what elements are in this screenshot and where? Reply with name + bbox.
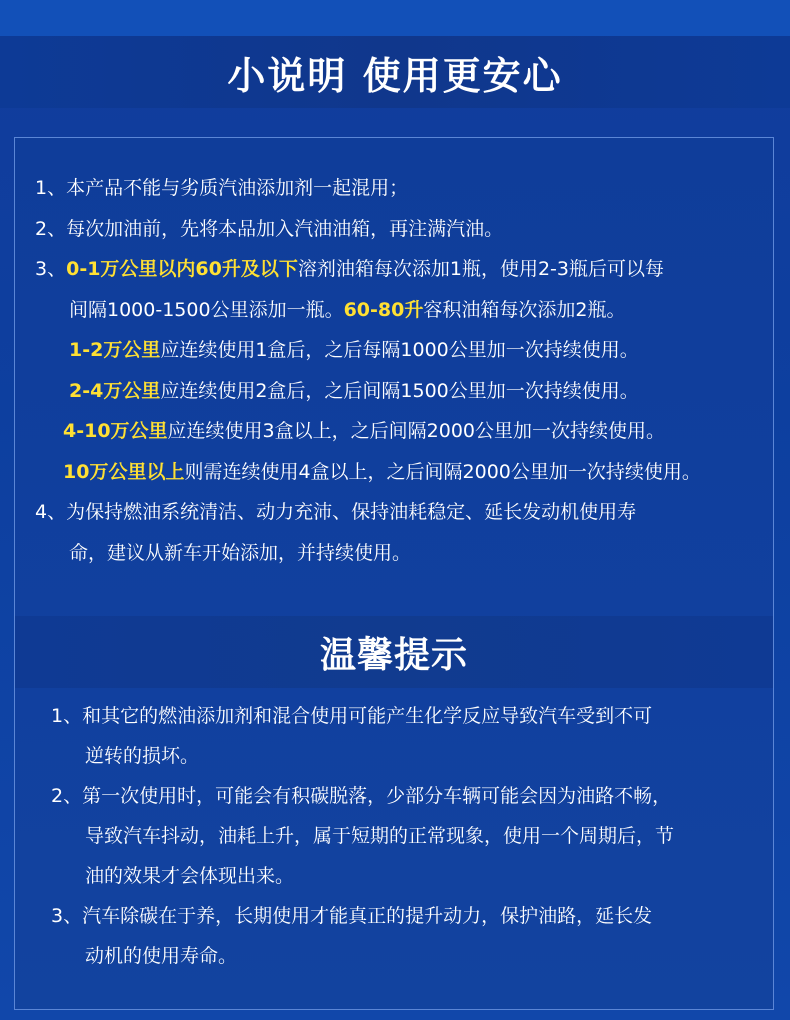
tips-title: 温馨提示 xyxy=(319,634,468,676)
tips-section xyxy=(51,696,766,976)
tier-1: 1-2万公里应连续使用1盒后，之后每隔1000公里加一次持续使用。 xyxy=(69,339,639,361)
highlight-volume-2: 60-80升 xyxy=(343,298,424,321)
header-bar xyxy=(0,36,790,108)
tip-item-1: 1、和其它的燃油添加剂和混合使用可能产生化学反应导致汽车受到不可 xyxy=(51,705,653,727)
instruction-item-4: 4、为保持燃油系统清洁、动力充沛、保持油耗稳定、延长发动机使用寿 xyxy=(35,501,637,523)
tip-item-3: 3、汽车除碳在于养，长期使用才能真正的提升动力，保护油路，延长发 xyxy=(51,905,653,927)
highlight-volume-1: 0-1万公里以内60升及以下 xyxy=(66,258,298,280)
tips-header-bar xyxy=(15,616,773,688)
instruction-item-2: 2、每次加油前，先将本品加入汽油油箱，再注满汽油。 xyxy=(35,217,504,240)
tier-3-range: 4-10万公里 xyxy=(63,420,168,442)
instruction-item-1: 1、本产品不能与劣质汽油添加剂一起混用； xyxy=(35,177,409,199)
tip-item-1-cont: 逆转的损坏。 xyxy=(85,745,200,767)
tier-3: 4-10万公里应连续使用3盒以上，之后间隔2000公里加一次持续使用。 xyxy=(63,420,665,442)
tier-4: 10万公里以上则需连续使用4盒以上，之后间隔2000公里加一次持续使用。 xyxy=(63,460,701,483)
tip-item-2-cont-1: 导致汽车抖动，油耗上升，属于短期的正常现象，使用一个周期后，节 xyxy=(85,825,675,847)
instructions-section xyxy=(35,168,770,573)
content-panel xyxy=(14,137,774,1010)
tier-4-range: 10万公里以上 xyxy=(63,460,185,483)
instruction-item-4-cont: 命，建议从新车开始添加，并持续使用。 xyxy=(69,541,412,564)
page-title: 小说明 使用更安心 xyxy=(227,53,563,98)
tip-item-2-cont-2: 油的效果才会体现出来。 xyxy=(85,865,295,887)
top-band xyxy=(0,0,790,36)
tip-item-2: 2、第一次使用时，可能会有积碳脱落，少部分车辆可能会因为油路不畅， xyxy=(51,785,672,807)
instruction-item-3: 3、0-1万公里以内60升及以下溶剂油箱每次添加1瓶，使用2-3瓶后可以每 xyxy=(35,258,664,280)
tier-2-range: 2-4万公里 xyxy=(69,379,161,402)
instruction-item-3-cont: 间隔1000-1500公里添加一瓶。60-80升容积油箱每次添加2瓶。 xyxy=(69,298,626,321)
tier-2: 2-4万公里应连续使用2盒后，之后间隔1500公里加一次持续使用。 xyxy=(69,379,639,402)
tier-1-range: 1-2万公里 xyxy=(69,339,161,361)
tip-item-3-cont: 动机的使用寿命。 xyxy=(85,945,238,967)
